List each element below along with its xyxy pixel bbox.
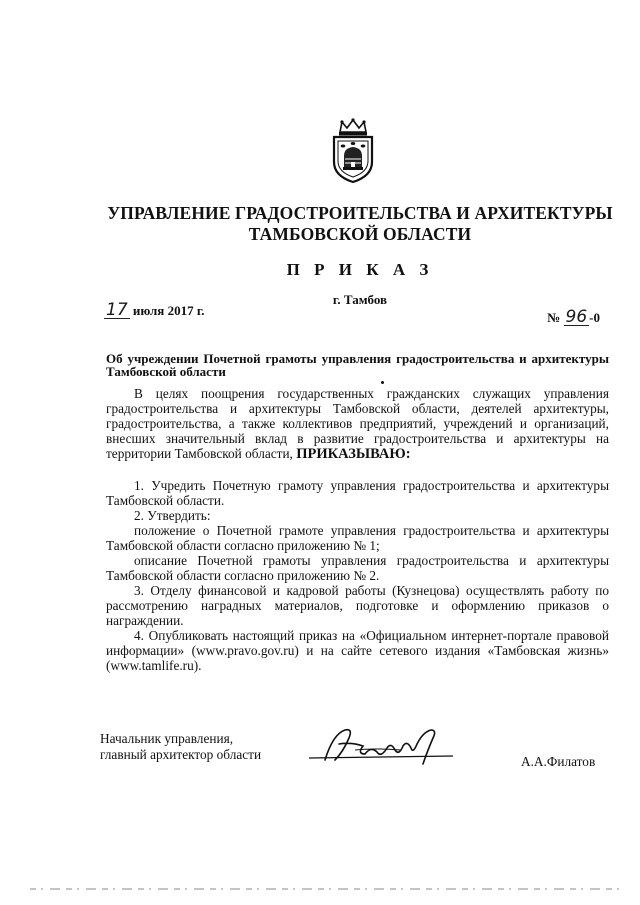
body-item-1: 1. Учредить Почетную грамоту управления градостроительства и архитектуры Тамбовской области. bbox=[106, 478, 609, 508]
document-type: П Р И К А З bbox=[286, 260, 434, 279]
document-body bbox=[106, 386, 609, 673]
number-suffix: -0 bbox=[589, 310, 600, 325]
document-date bbox=[104, 302, 205, 319]
organization-name-line1: УПРАВЛЕНИЕ ГРАДОСТРОИТЕЛЬСТВА И АРХИТЕКТУРЫ bbox=[107, 203, 613, 223]
document-number bbox=[547, 309, 600, 326]
signatory-name: А.А.Филатов bbox=[521, 754, 596, 769]
body-intro: В целях поощрения государственных гражданских служащих управления градостроительства и архитектуры Тамбовской области, деятелей архитектуры, градостроительства, а также коллективов предприятий, учреждений и организаций, внесших значительный вклад в развитие градостроительства и архитектуры на территории Тамбовской области, ПРИКАЗЫВАЮ: bbox=[106, 386, 609, 462]
number-handwritten: 96 bbox=[565, 307, 588, 327]
handwritten-signature bbox=[305, 724, 455, 772]
organization-name-line2: ТАМБОВСКОЙ ОБЛАСТИ bbox=[248, 224, 472, 244]
coat-of-arms-icon bbox=[328, 118, 378, 184]
body-item-3: 3. Отделу финансовой и кадровой работы (Кузнецова) осуществлять работу по рассмотрению наградных материалов, подготовке и оформлению приказов о награждении. bbox=[106, 583, 609, 628]
signatory-position bbox=[100, 731, 261, 763]
number-prefix: № bbox=[547, 310, 564, 325]
document-city: г. Тамбов bbox=[332, 292, 388, 307]
date-day-handwritten: 17 bbox=[106, 300, 128, 320]
body-item-2b: описание Почетной грамоты управления градостроительства и архитектуры Тамбовской области согласно приложению № 2. bbox=[106, 553, 609, 583]
stray-mark bbox=[381, 381, 384, 384]
decree-word: ПРИКАЗЫВАЮ: bbox=[296, 446, 411, 462]
body-item-2a: положение о Почетной грамоте управления градостроительства и архитектуры Тамбовской области согласно приложению № 1; bbox=[106, 523, 609, 553]
signatory-position-line1: Начальник управления, bbox=[100, 731, 234, 746]
scan-edge-marks bbox=[30, 886, 620, 892]
signatory-position-line2: главный архитектор области bbox=[100, 747, 262, 762]
body-item-2: 2. Утвердить: bbox=[134, 508, 211, 523]
body-item-4: 4. Опубликовать настоящий приказ на «Официальном интернет-портале правовой информации» (www.pravo.gov.ru) и на сайте сетевого издания «Тамбовская жизнь» (www.tamlife.ru). bbox=[106, 628, 609, 673]
document-title: Об учреждении Почетной грамоты управления градостроительства и архитектуры Тамбовской области bbox=[106, 351, 609, 379]
date-month-year: июля 2017 г. bbox=[129, 303, 205, 318]
